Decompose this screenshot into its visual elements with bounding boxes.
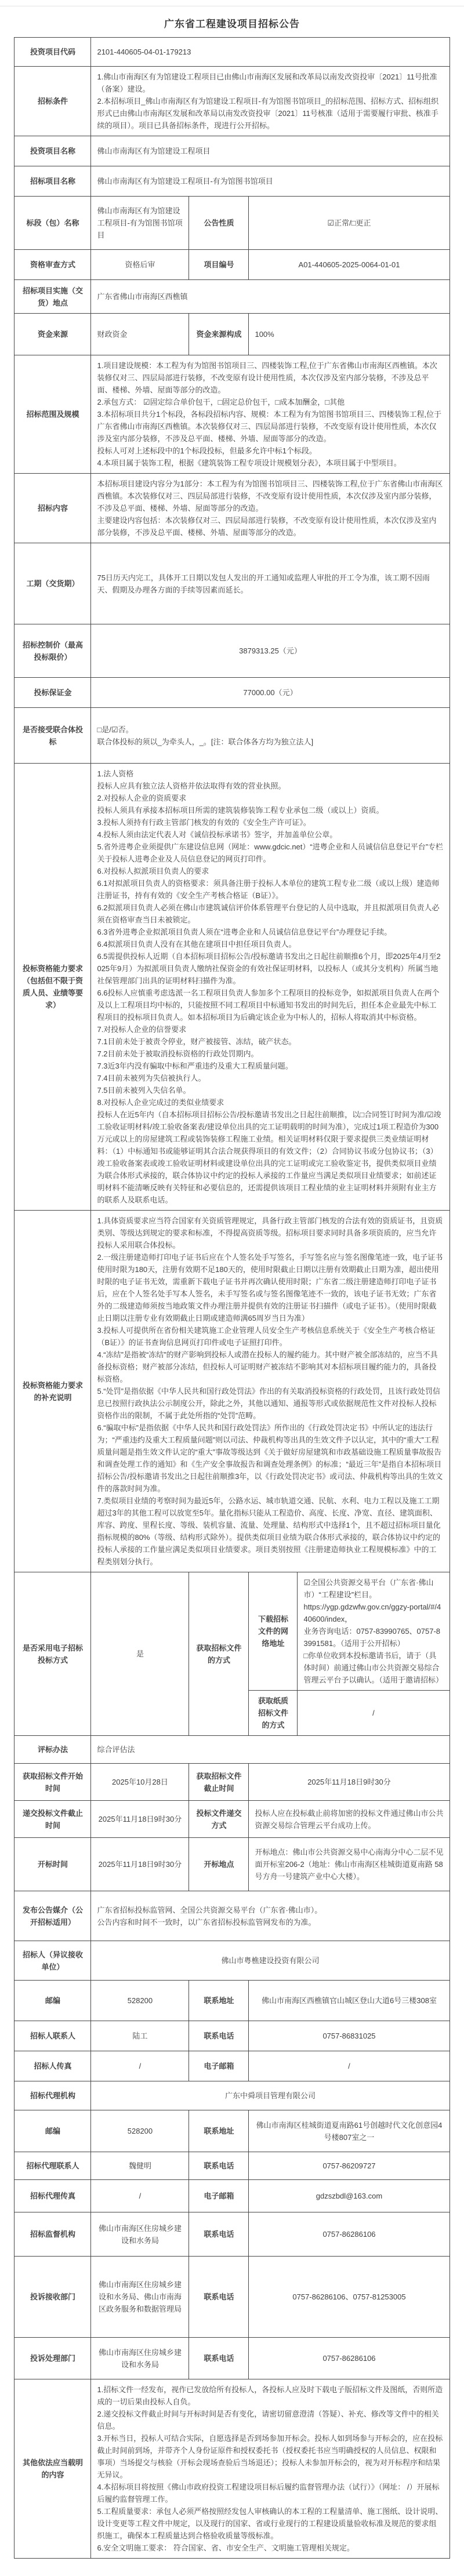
text-line: 佛山市南海区有为馆建设工程项目 [97,147,211,155]
text-line: 投资项目代码 [30,48,75,56]
text-line: 2025年11月18日9时30分 [98,1815,182,1823]
text-line: / [348,2062,350,2070]
text-line: 开标地点 [204,1860,234,1869]
investment-name-row [14,136,449,166]
implementation-location-value [91,280,449,314]
text-line: 1.具体资质要求应当符合国家有关资质管理规定，具备行政主管部门核发的合法有效的资质证书，且资质类别、等级达到规定的要求和标准，不得提高资质等级。招标项目要求同时具备多项资质的，应当允许投标人采用联合体投标。 [97,1216,443,1249]
text-line: 获取纸质招标文件的方式 [258,1696,288,1730]
text-line: 2025年11月18日9时30分 [98,1860,182,1869]
text-line: 邮编 [45,2127,60,2135]
text-line: 电子邮箱 [204,2192,234,2200]
document-obtain-time-value [91,1764,189,1801]
bid-opening-place-value [249,1838,449,1891]
text-line: 资金来源构成 [196,330,242,339]
complaint-reception-row [14,2257,449,2338]
text-line: 投标人应在投标截止前将加密的投标文件通过佛山市公共资源交易综合管理云平台成功上传。 [255,1808,444,1830]
bid-bond-value [91,678,449,708]
text-line: 75日历天内完工，具体开工日期以发包人发出的开工通知或监理人审批的开工令为准，该工期不因雨天、假期及办理各方面的手续等因素而延长。 [97,573,430,594]
agency-label [14,2081,91,2110]
investment-name-value [91,136,449,166]
bid-opening-label [14,1838,91,1891]
complaint-reception-value [91,2257,189,2338]
agency-phone-value [249,2152,449,2180]
construction-period-label [14,543,91,624]
agency-email-label [189,2180,249,2212]
tenderer-fax-label [14,2051,91,2081]
text-line: 招标人传真 [34,2062,72,2070]
text-line: 0757-86209727 [322,2161,376,2170]
text-line: 投标人在近5年内（自本招标项目招标公告/投标邀请书发出之日起往前顺推，以□合同签订时间为准/☑竣工验收证明材料/竣工验收备案表/建设单位出具的完工证明载明的时间为准），完成过1项工程造价为300万元或以上的房屋建筑工程或装饰装修工程施工业绩。相关证明材料仅限于要求提供三类业绩证明材料：（1）中标通知书或能够证明其合法合规获得项目的有效文件；（2）合同协议书或分包协议书；（3）竣工验收备案表或竣工验收证明材料或建设单位出具的完工证明或完工验收鉴定书，提供类似项目业绩为联合体形式承接的，联合体协议中约定的投标人承接的工作量应当满足类似项目业绩要求；如前述证明材料不能清晰反映有关特征和必要信息的，还需提供该项目工程业绩的业主证明材料并须附有业主方的联系人及联系电话。 [97,1110,441,1204]
implementation-location-label [14,280,91,314]
text-line: 广东中舜项目管理有限公司 [224,2091,316,2100]
download-url-link[interactable]: https://ygp.gdzwfw.gov.cn/ggzy-portal/#/440600/index， [303,1603,441,1623]
tenderer-phone-label [189,2021,249,2051]
agency-row [14,2081,449,2110]
text-line: 联合体投标的须以_为牵头人，_。[注：联合体各方均为独立法人] [97,737,314,746]
tender-content-label [14,474,91,543]
other-content-label [14,2379,91,2559]
construction-period-row [14,543,449,624]
agency-email-value [249,2180,449,2212]
text-line: 7.对投标人企业的信誉要求 [97,1025,187,1034]
text-line: 7.2目前未处于被取消投标资格的行政处罚期内。 [97,1049,259,1058]
text-line: 7.类似项目业绩的考察时间为最近5年，公路水运、城市轨道交通、民航、水利、电力工程以及施工工期超过3年的其他工程可以放宽至5年。量化指标只能从工程造价、高度、长度、净宽、直径、建筑面积、库容、跨度、里程长度、等级、装机容量、流量、处理量、结构形式中选择1个，且不超过招标项目量化指标规模的80%（等级、结构形式除外）。提供类似项目业绩为联合体形式承接的，联合体协议中约定的投标人承接的工作量应满足类似项目业绩要求。项目类别按照《注册建造师执业工程规模标准》中的工程类别划分执行。 [97,1496,441,1566]
text-line: 佛山市南海区住房城乡建设和水务局、佛山市南海区政务服务和数据管理局 [98,2280,182,2313]
announcement-table [14,37,449,2559]
text-line: 7.4目前未被列为失信被执行人。 [97,1074,206,1082]
text-line: 联系电话 [204,2161,234,2170]
tenderer-email-value [249,2051,449,2081]
submission-deadline-value [91,1801,189,1838]
text-line: 招标控制价（最高投标限价） [22,640,83,662]
text-line: 2025年11月18日9时30分 [307,1778,391,1786]
agency-postcode-row [14,2110,449,2152]
document-deadline-value [249,1764,449,1801]
text-line: 是否采用电子招标投标方式 [22,1643,83,1665]
text-line: A01-440605-2025-0064-01-01 [298,260,400,269]
text-line: 0757-86286106 [322,2230,376,2239]
text-line: 招标代理联系人 [26,2161,79,2170]
tender-content-value [91,474,449,543]
text-line: 联系地址 [204,1996,234,2005]
agency-contact-value [91,2152,189,2180]
tender-scope-value [91,355,449,474]
text-line: 佛山市南海区住房城乡建设和水务局 [98,2223,182,2245]
text-line: 6.1对拟派项目负责人的资格要求：须具备注册于投标人本单位的建筑工程专业二级（或以上级）建造师注册证书，持有有效的《安全生产考核合格证（B证）》。 [97,879,440,900]
price-ceiling-row [14,624,449,678]
qualification-review-label [14,250,91,280]
tenderer-fax-value [91,2051,189,2081]
text-line: ☑全国公共资源交易平台（广东省·佛山市）“工程建设”栏目。 [303,1578,434,1599]
text-line: 佛山市南海区有为馆建设工程项目-有为馆图书馆项目 [97,206,183,239]
electronic-bidding-row [14,1572,449,1691]
text-line: 3.本招标项目共分1个标段，各标段招标内容、规模：本工程为有为馆图书馆项目三、四楼装饰工程,位于广东省佛山市南海区西樵镇。本次装修仅对三、四层局部进行装修，不改变原有设计使用性质，本次仅涉及室内部分装修，不涉及总平面、楼梯、外墙、屋面等部分的改造。 [97,410,442,443]
text-line: 2.承包方式： ☑固定综合单价包干，□固定总价包干，□成本加酬金，□其他 [97,398,345,406]
price-ceiling-label [14,624,91,678]
text-line: 主要建设内容包括：本次装修仅对三、四层局部进行装修，不改变原有设计使用性质，本次仅涉及室内部分装修，不涉及总平面、楼梯、外墙、屋面等部分的改造。 [97,516,437,537]
text-line: 2.递交投标文件截止时间与开标时间是否有变化，请密切留意澄清（答疑）、补充、修改等文件中的相关信息。 [97,2410,439,2430]
bid-opening-value [91,1838,189,1891]
text-line: □是/☑否。 [97,725,133,734]
text-line: □你单位收到本投标邀请书后，请于（具体时间）前通过佛山市公共资源交易综合管理云平台予以确认。（适用于邀请招标） [303,1651,443,1684]
text-line: 投诉处理部门 [30,2354,75,2363]
agency-contact-row [14,2152,449,2180]
text-line: 招标人联系人 [30,2032,75,2040]
text-line: 陆工 [132,2032,148,2040]
text-line: 100% [255,330,274,339]
text-line: 评标办法 [37,1745,68,1754]
supervision-phone-value [249,2212,449,2257]
complaint-handling-phone-value [249,2338,449,2379]
text-line: 发布公告媒介（公开招标适用） [22,1905,83,1927]
qualification-review-value [91,250,189,280]
complaint-handling-phone-label [189,2338,249,2379]
investment-code-row [14,38,449,67]
text-line: 6.对投标人拟派项目负责人的要求 [97,867,209,875]
text-line: 1.项目建设规模：本工程为有为馆图书馆项目三、四楼装饰工程,位于广东省佛山市南海区西樵镇。本次装修仅对三、四层局部进行装修，不改变原有设计使用性质，本次仅涉及室内部分装修，不涉及总平面、楼梯、外墙、屋面等部分的改造。 [97,361,437,394]
bid-opening-place-label [189,1838,249,1891]
text-line: 8.对投标人企业完成过的类似业绩要求 [97,1098,224,1107]
tenderer-label [14,1941,91,1981]
text-line: 招标范围及规模 [26,410,79,419]
submission-method-label [189,1801,249,1838]
text-line: 6.6投标人应慎重考虑选派一名工程项目负责人参加多个工程项目的投标竞争，如拟派项目负责人在两个及以上工程项目均中标的，只能按照不同工程项目中标通知书发出的时间先后，担任本企业最先中标工程项目的投标项目负责人。如本招标项目为后确定该企业为中标人的，招标人将取消其中标资格。 [97,989,440,1022]
text-line: 佛山市南海区有为馆建设工程项目-有为馆图书馆项目 [97,177,273,186]
tender-scope-label [14,355,91,474]
text-line: gdzszbdl@163.com [316,2192,383,2200]
text-line: 3.开标当日，投标人可结合实际，自愿选择是否到场参加开标会。投标人如到场参与开标会的，应在投标截止时间前到场，并带齐个人身份证原件和授权委托书（授权委托书应当明确授权的人员信息、权限和事项）当场提交与核验（开标会现场查验后当场退还）；投标人未参加开标会的，视为对开标程序和结果无异议。 [97,2434,443,2479]
agency-fax-row [14,2180,449,2212]
text-line: 广东省招标投标监管网、全国公共资源交易平台（广东省·佛山市）。 [97,1905,322,1914]
announcement-page [0,6,464,2559]
text-line: 联系电话 [204,2292,234,2301]
text-line: 0757-86286106、0757-81253005 [292,2292,406,2301]
text-line: 0757-86831025 [322,2032,376,2040]
paper-document-label [249,1691,298,1736]
text-line: 是 [136,1649,144,1658]
complaint-reception-phone-label [189,2257,249,2338]
tenderer-contact-row [14,2021,449,2051]
text-line: 投标人须具有承接本招标项目所需的建筑装修装饰工程专业承包二级（或以上）资质。 [97,806,384,815]
text-line: 1.佛山市南海区有为馆建设工程项目已由佛山市南海区发展和改革局以南发改资投审〔2021〕11号批准（备案）建设。 [97,72,437,93]
submission-deadline-label [14,1801,91,1838]
agency-contact-label [14,2152,91,2180]
text-line: 1.招标文件一经发布，视作已发放给所有投标人，各投标人应及时下载电子版招标文件及图纸，否则所造成的一切后果由投标人自负。 [97,2385,443,2406]
electronic-bidding-value [91,1572,189,1736]
tenderer-fax-row [14,2051,449,2081]
text-line: 电子邮箱 [204,2062,234,2070]
text-line: 6.4拟派项目负责人没有在其他在建项目中担任项目负责人。 [97,940,296,949]
text-line: 获取招标文件的方式 [196,1643,242,1665]
text-line: 528200 [127,2127,153,2135]
agency-fax-value [91,2180,189,2212]
text-line: 招标项目实施（交货）地点 [22,286,83,307]
text-line: 7.1目前未处于被责令停业，财产被接管、冻结，破产状态。 [97,1037,296,1046]
text-line: 开标时间 [37,1860,68,1869]
text-line: ☑正常/□更正 [327,219,371,227]
paper-document-value [298,1691,449,1736]
qualification-supplement-label [14,1211,91,1572]
text-line: 2101-440605-04-01-179213 [97,48,191,56]
text-line: 投标人应具有独立法人资格并依法取得有效的营业执照。 [97,782,286,790]
text-line: / [139,2062,142,2070]
tender-conditions-label [14,67,91,136]
text-line: 7.3近3年内没有骗取中标和严重违约及重大工程质量问题。 [97,1062,293,1070]
qualification-review-row [14,250,449,280]
document-obtain-time-label [14,1764,91,1801]
project-number-label [189,250,249,280]
text-line: 2.一级注册建造师打印电子证书后应在个人签名处手写签名，手写签名应与签名图像笔迹一致，电子证书使用时限为180天，注册有效期不足180天的，使用时限截止日期以注册有效期截止日期为准，超出使用时限的电子证书无效，需重新下载电子证书并再次确认使用时限；广东省二级注册建造师打印电子证书后，应在个人签名处手写本人签名，未手写签名或与签名图像笔迹不一致的，该电子证书无效；广东省外的二级建造师须按当地政策文件办理注册并提供有效的注册证书扫描件（或电子证书）。（使用时限截止日期以注册专业有效期截止日期或建造师满65周岁当日为准） [97,1253,443,1322]
bid-bond-label [14,678,91,708]
tender-project-name-label [14,166,91,197]
text-line: 获取招标文件开始时间 [22,1771,83,1793]
announcement-nature-label [189,197,249,250]
text-line: 是否接受联合体投标 [22,725,83,746]
text-line: 资格审查方式 [30,260,75,269]
text-line: 开标地点：佛山市公共资源交易中心南海分中心二层不见面开标室206-2（地址：佛山市南海区桂城街道夏南路 58 号方舟一号建筑产业中心大楼）。 [255,1848,444,1881]
bid-opening-row [14,1838,449,1891]
text-line: 招标代理传真 [30,2192,75,2200]
funding-composition-label [189,314,249,355]
text-line: 6.安全文明施工要求： 符合国家、省、市安全生产、文明施工管理相关规定。 [97,2544,354,2552]
text-line: 投标资格能力要求（包括但不限于资质人员、业绩等要求） [22,964,83,1009]
page-title: 广东省工程建设项目招标公告 [164,19,300,30]
agency-phone-label [189,2152,249,2180]
tenderer-address-label [189,1981,249,2021]
text-line: 招标监督机构 [30,2230,75,2239]
tenderer-postcode-value [91,1981,189,2021]
submission-deadline-row [14,1801,449,1838]
funding-source-label [14,314,91,355]
document-deadline-label [189,1764,249,1801]
tender-content-row [14,474,449,543]
other-content-row [14,2379,449,2559]
announcement-media-row [14,1891,449,1941]
text-line: 77000.00（元） [243,688,298,697]
text-line: 6.3省外进粤企业拟派项目负责人须在“进粤企业和人员诚信信息登记平台”办理登记手续。 [97,928,392,936]
tenderer-row [14,1941,449,1981]
text-line: 资格后审 [125,260,155,269]
text-line: 联系电话 [204,2230,234,2239]
text-line: 6.5需提供投标人近期（自本招标项目招标公告/投标邀请书发出之日起往前顺推6个月，即2025年4月至2025年9月）为拟派项目负责人缴纳社保资金的有效社保证明材料，以投标人（或其分支机构）所属当地社保管理部门出具的证明材料扫描件为准。 [97,952,441,985]
text-line: 招标条件 [37,97,68,106]
text-line: 6.2拟派项目负责人必须在佛山市建筑诚信评价体系管理平台登记的人员中选取，并且拟派项目负责人必须在资格审查当日未被锁定。 [97,903,440,924]
supervision-authority-value [91,2212,189,2257]
text-line: 其他依法应当载明的内容 [22,2458,83,2479]
tender-conditions-value [91,67,449,136]
text-line: 招标内容 [37,504,68,513]
text-line: 项目编号 [204,260,234,269]
text-line: 综合评估法 [97,1745,135,1754]
download-address-label [249,1572,298,1691]
evaluation-method-row [14,1736,449,1764]
project-number-value [249,250,449,280]
tenderer-phone-value [249,2021,449,2051]
tenderer-email-label [189,2051,249,2081]
agency-address-label [189,2110,249,2152]
text-line: 佛山市南海区住房城乡建设和水务局 [98,2348,182,2369]
text-line: 邮编 [45,1996,60,2005]
consortium-bidding-label [14,708,91,764]
bidder-qualification-requirements-label [14,764,91,1211]
bid-section-value [91,197,189,250]
consortium-bidding-row [14,708,449,764]
text-line: 业务咨询电话：0757-83990765、0757-83991581。（适用于公开招标） [303,1627,441,1648]
qualification-supplement-row [14,1211,449,1572]
text-line: 4.投标人须由法定代表人对《诚信投标承诺书》签字，并加盖单位公章。 [97,830,338,839]
supervision-phone-label [189,2212,249,2257]
document-obtain-time-row [14,1764,449,1801]
text-line: 5.工程质量要求：承包人必须严格按照经发包人审核确认的本工程的工程量清单、施工图纸、设计说明、设计变更等工程文件中规定，以及现行的国家、省或行业现行的工程建设质量验收标准及规范的要求组织施工，确保本工程质量达到合格验收质量等级标准。 [97,2507,443,2540]
text-line: 投标文件递交方式 [196,1808,242,1830]
agency-value [91,2081,449,2110]
tenderer-contact-value [91,2021,189,2051]
funding-source-value [91,314,189,355]
other-content-value [91,2379,449,2559]
qualification-supplement-value [91,1211,449,1572]
tender-project-name-row [14,166,449,197]
text-line: 公告内容和时间不一致时，以广东省招标投标监管网发布的为准。 [97,1917,316,1927]
text-line: 4.本招标项目将按照《佛山市政府投资工程建设项目标后履约监督管理办法（试行）》（网址： /）开展标后履约监督管理工作。 [97,2483,440,2504]
text-line: 4.本项目属于装饰工程，根据《建筑装饰工程专项设计规模划分表》，本项目属于中型项目。 [97,459,401,467]
funding-source-row [14,314,449,355]
tenderer-value [91,1941,449,1981]
announcement-nature-value [249,197,449,250]
text-line: 投标保证金 [34,688,72,697]
construction-period-value [91,543,449,624]
text-line: 广东省佛山市南海区西樵镇 [97,292,188,301]
text-line: 工期（交货期） [26,579,79,588]
submission-method-value [249,1801,449,1838]
text-line: 6.“骗取中标”是指依据《中华人民共和国行政处罚法》所作出的《行政处罚决定书》中所认定的违法行为；“严重违约及重大工程质量问题”则以司法、仲裁机构等出具的生效文件予以认定，其中的“重大”工程质量问题是指生效文件认定的“重大”事故等级达到《关于做好房屋建筑和市政基础设施工程质量事故报告和调查处理工作的通知》和《生产安全事故报告和调查处理条例》的标准；“最近三年”是指自本招标项目招标公告/投标邀请书发出之日起往前顺推3年，以《行政处罚决定书》或司法、仲裁机构等出具的生效文件的落款时间为准。 [97,1423,443,1493]
complaint-reception-label [14,2257,91,2338]
agency-postcode-value [91,2110,189,2152]
electronic-bidding-label [14,1572,91,1736]
text-line: 3.投标人须持有行政主管部门核发的有效的《安全生产许可证》。 [97,818,311,827]
text-line: 4.“冻结”是指被“冻结”的财产影响到投标人或潜在投标人的履约能力。其中财产被全部冻结的，应当不具备投标资格；财产被部分冻结，但投标人可证明财产被冻结不影响其对本招标项目履约能力的，具备投标资格。 [97,1350,438,1383]
implementation-location-row [14,280,449,314]
bid-section-row [14,197,449,250]
evaluation-method-value [91,1736,449,1764]
text-line: 528200 [127,1996,153,2005]
agency-postcode-label [14,2110,91,2152]
text-line: 资金来源 [37,330,68,339]
announcement-media-label [14,1891,91,1941]
text-line: 佛山市粤樵建设投资有限公司 [221,1956,320,1965]
text-line: 本招标项目建设内容分为1部分：本工程为有为馆图书馆项目三、四楼装饰工程,位于广东省佛山市南海区西樵镇。本次装修仅对三、四层局部进行装修，不改变原有设计使用性质，本次仅涉及室内部分装修，不涉及总平面、楼梯、外墙、屋面等部分的改造。 [97,479,443,513]
text-line: 招标项目名称 [30,177,75,186]
complaint-handling-label [14,2338,91,2379]
tenderer-postcode-row [14,1981,449,2021]
text-line: 2.本招标项目_佛山市南海区有为馆建设工程项目-有为馆图书馆项目_的招标范围、招标方式、招标组织形式已由佛山市南海区发展和改革局以南发改资投审〔2021〕11号核准（适用于需要履行审批、核准手续的项目）。项目已具备招标条件，现进行公开招标。 [97,97,439,130]
text-line: 联系电话 [204,2032,234,2040]
consortium-bidding-value [91,708,449,764]
supervision-authority-label [14,2212,91,2257]
text-line: 7.5目前未被列入失信名单。 [97,1086,191,1095]
tenderer-postcode-label [14,1981,91,2021]
announcement-table-body [14,38,449,2559]
bid-bond-row [14,678,449,708]
text-line: 3879313.25（元） [239,646,302,655]
text-line: 2.对投标人企业的资质要求 [97,794,187,802]
complaint-handling-value [91,2338,189,2379]
text-line: 联系地址 [204,2127,234,2135]
tenderer-contact-label [14,2021,91,2051]
text-line: 投标资格能力要求的补充说明 [22,1380,83,1402]
text-line: 获取招标文件截止时间 [196,1771,242,1793]
text-line: 2025年10月28日 [112,1778,168,1786]
text-line: 下载招标文件的网络地址 [258,1615,288,1648]
text-line: 1.法人资格 [97,769,134,778]
text-line: 联系电话 [204,2354,234,2363]
investment-code-value [91,38,449,67]
text-line: 公告性质 [204,219,234,227]
download-address-value [298,1572,449,1691]
investment-code-label [14,38,91,67]
text-line: 招标代理机构 [30,2091,75,2100]
tenderer-address-value [249,1981,449,2021]
text-line: 佛山市南海区桂城街道夏南路61号创越时代文化创意园4号楼807室之一 [256,2120,443,2142]
complaint-reception-phone-value [249,2257,449,2338]
text-line: 魏健明 [128,2161,151,2170]
text-line: 财政资金 [97,330,128,339]
text-line: 投资项目名称 [30,147,75,155]
announcement-media-value [91,1891,449,1941]
text-line: 招标人（异议接收单位） [22,1950,83,1971]
bidder-qualification-requirements-row [14,764,449,1211]
text-line: 佛山市南海区西樵镇官山城区登山大道6号三楼308室 [262,1996,437,2005]
bidder-qualification-requirements-value [91,764,449,1211]
complaint-handling-row [14,2338,449,2379]
supervision-authority-row [14,2212,449,2257]
price-ceiling-value [91,624,449,678]
text-line: 3.投标人可提供所在省份相关建筑施工企业管理人员安全生产考核信息系统关于《安全生产考核合格证（B证）》的证书查询信息网页打印件或电子证照打印件。 [97,1326,436,1347]
document-obtain-method-label [189,1572,249,1736]
bid-section-label [14,197,91,250]
funding-composition-value [249,314,449,355]
text-line: 投标人可对上述标段中的1个标段投标，但最多允许中标1个标段。 [97,446,317,455]
tender-project-name-value [91,166,449,197]
text-line: 5.“处罚”是指依据《中华人民共和国行政处罚法》作出的有关取消投标资格的行政处罚，且该行政处罚信息已按照行政执法公示制度公开，除此之外，其他以通知、通报等形式或依据规范性文件对投标人投标资格作出的限制，不属于此处所指的“处罚”范畴。 [97,1387,440,1420]
investment-name-label [14,136,91,166]
text-line: 5.省外进粤企业须提供广东建设信息网（网址：www.gdcic.net）“进粤企业和人员诚信信息登记平台”专栏关于投标人进粤企业及人员信息登记的网页打印件。 [97,842,444,863]
tender-scope-row [14,355,449,474]
text-line: 递交投标文件截止时间 [22,1808,83,1830]
text-line: 投诉接收部门 [30,2292,75,2301]
agency-fax-label [14,2180,91,2212]
text-line: / [139,2192,142,2200]
tender-conditions-row [14,67,449,136]
evaluation-method-label [14,1736,91,1764]
agency-address-value [249,2110,449,2152]
text-line: 标段（包）名称 [26,219,79,227]
text-line: / [372,1709,375,1717]
text-line: 0757-86286106 [322,2354,376,2363]
